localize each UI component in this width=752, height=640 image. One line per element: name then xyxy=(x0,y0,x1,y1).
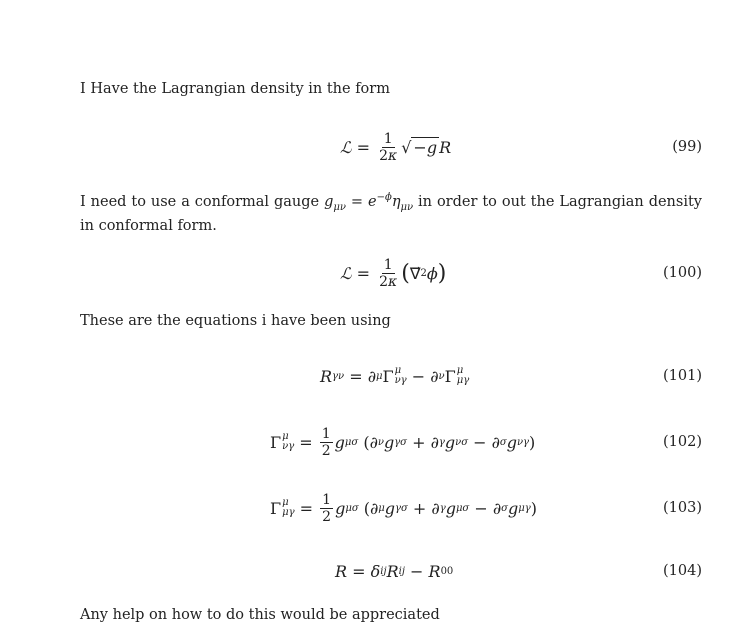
equation-number: (101) xyxy=(663,368,702,384)
equation-101-body: R γν = ∂ μ Γ μ νγ − ∂ ν Γ μ μγ xyxy=(320,365,470,386)
equation-102 xyxy=(80,417,702,467)
equation-number: (104) xyxy=(663,563,702,579)
paragraph-equations-intro: These are the equations i have been using xyxy=(80,313,391,329)
equation-103 xyxy=(80,483,702,533)
equation-101 xyxy=(80,351,702,401)
paragraph-gauge-text-1: I need to use a conformal gauge xyxy=(80,194,325,210)
paragraph-closing: Any help on how to do this would be appreciated xyxy=(80,607,440,623)
equation-100 xyxy=(80,248,702,298)
equation-number: (99) xyxy=(672,139,702,155)
equation-number: (102) xyxy=(663,434,702,450)
equation-103-body: Γ μ μγ = $\frac{1}{2}$ g μσ (∂ μ g γσ + ∂ γ g μσ − ∂ σ g μγ ) xyxy=(270,491,537,525)
equation-number: (100) xyxy=(663,265,702,281)
equation-99-body: ℒ = $\frac{1}{2\kappa}$ √ −g R xyxy=(340,130,452,164)
paragraph-gauge-text-2: in order to out the Lagrangian density in conformal form. xyxy=(80,194,702,234)
equation-99 xyxy=(80,122,702,172)
equation-102-body: Γ μ νγ = $\frac{1}{2}$ g μσ (∂ ν g γσ + ∂ γ g νσ − ∂ σ g νγ ) xyxy=(270,425,536,459)
equation-number: (103) xyxy=(663,500,702,516)
paragraph-gauge: I need to use a conformal gauge $g_{\mu\nu} = e^{-\phi}\eta_{\mu\nu}$ in order to out the Lagrangian density in conformal form. xyxy=(80,192,702,234)
equation-104-body: R = δ ij R ij − R 00 xyxy=(335,561,454,581)
equation-100-body: ℒ = $\frac{1}{2\kappa}$ ( ∇⃗ 2 ϕ ) xyxy=(340,256,447,290)
equation-104 xyxy=(80,546,702,596)
paragraph-intro: I Have the Lagrangian density in the form xyxy=(80,81,390,97)
